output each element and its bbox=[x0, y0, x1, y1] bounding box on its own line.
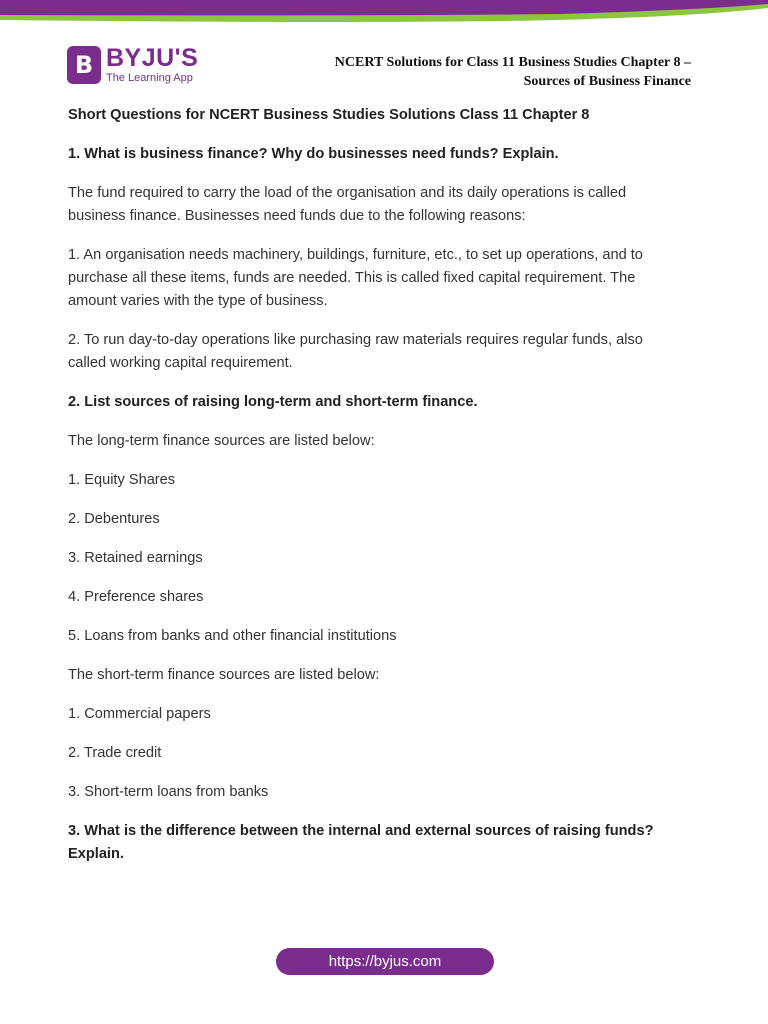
list-item: 2. Debentures bbox=[68, 511, 160, 527]
question-3 bbox=[68, 820, 698, 866]
top-decorative-band bbox=[0, 0, 768, 30]
list-item: 5. Loans from banks and other financial institutions bbox=[68, 628, 397, 644]
list-item: 3. Retained earnings bbox=[68, 550, 203, 566]
logo-name: BYJU'S bbox=[106, 44, 199, 72]
long-term-intro: The long-term finance sources are listed below: bbox=[68, 433, 375, 449]
text-line: 1. An organisation needs machinery, buildings, furniture, etc., to set up operations, and to bbox=[68, 247, 643, 263]
list-item: 2. Trade credit bbox=[68, 745, 162, 761]
list-item: 1. Commercial papers bbox=[68, 706, 211, 722]
text-line: purchase all these items, funds are needed. This is called fixed capital requirement. The bbox=[68, 270, 636, 286]
text-line: The fund required to carry the load of the organisation and its daily operations is called bbox=[68, 185, 627, 201]
answer-1-point-1 bbox=[68, 244, 698, 313]
answer-1-point-2 bbox=[68, 329, 698, 375]
text-line: Explain. bbox=[68, 846, 124, 862]
list-item: 4. Preference shares bbox=[68, 589, 204, 605]
header-title-line-2: Sources of Business Finance bbox=[523, 74, 691, 89]
list-item: 1. Equity Shares bbox=[68, 472, 176, 488]
text-line: amount varies with the type of business. bbox=[68, 293, 328, 309]
document-body bbox=[68, 104, 698, 866]
answer-1-intro bbox=[68, 182, 698, 228]
question-2: 2. List sources of raising long-term and short-term finance. bbox=[68, 394, 478, 410]
logo-tagline: The Learning App bbox=[106, 72, 193, 84]
text-line: called working capital requirement. bbox=[68, 355, 293, 371]
header-title-line-1: NCERT Solutions for Class 11 Business Studies Chapter 8 – bbox=[334, 55, 691, 70]
footer-url-link[interactable]: https://byjus.com bbox=[276, 948, 494, 975]
question-1: 1. What is business finance? Why do businesses need funds? Explain. bbox=[68, 146, 559, 162]
text-line: 3. What is the difference between the internal and external sources of raising funds? bbox=[68, 823, 654, 839]
byjus-logo bbox=[67, 44, 198, 86]
list-item: 3. Short-term loans from banks bbox=[68, 784, 269, 800]
document-header-title bbox=[271, 53, 691, 91]
section-heading: Short Questions for NCERT Business Studies Solutions Class 11 Chapter 8 bbox=[68, 107, 590, 123]
logo-mark bbox=[67, 46, 101, 84]
text-line: 2. To run day-to-day operations like purchasing raw materials requires regular funds, also bbox=[68, 332, 643, 348]
text-line: business finance. Businesses need funds due to the following reasons: bbox=[68, 208, 526, 224]
logo-icon-letter: B bbox=[74, 51, 94, 79]
short-term-intro: The short-term finance sources are listed below: bbox=[68, 667, 380, 683]
